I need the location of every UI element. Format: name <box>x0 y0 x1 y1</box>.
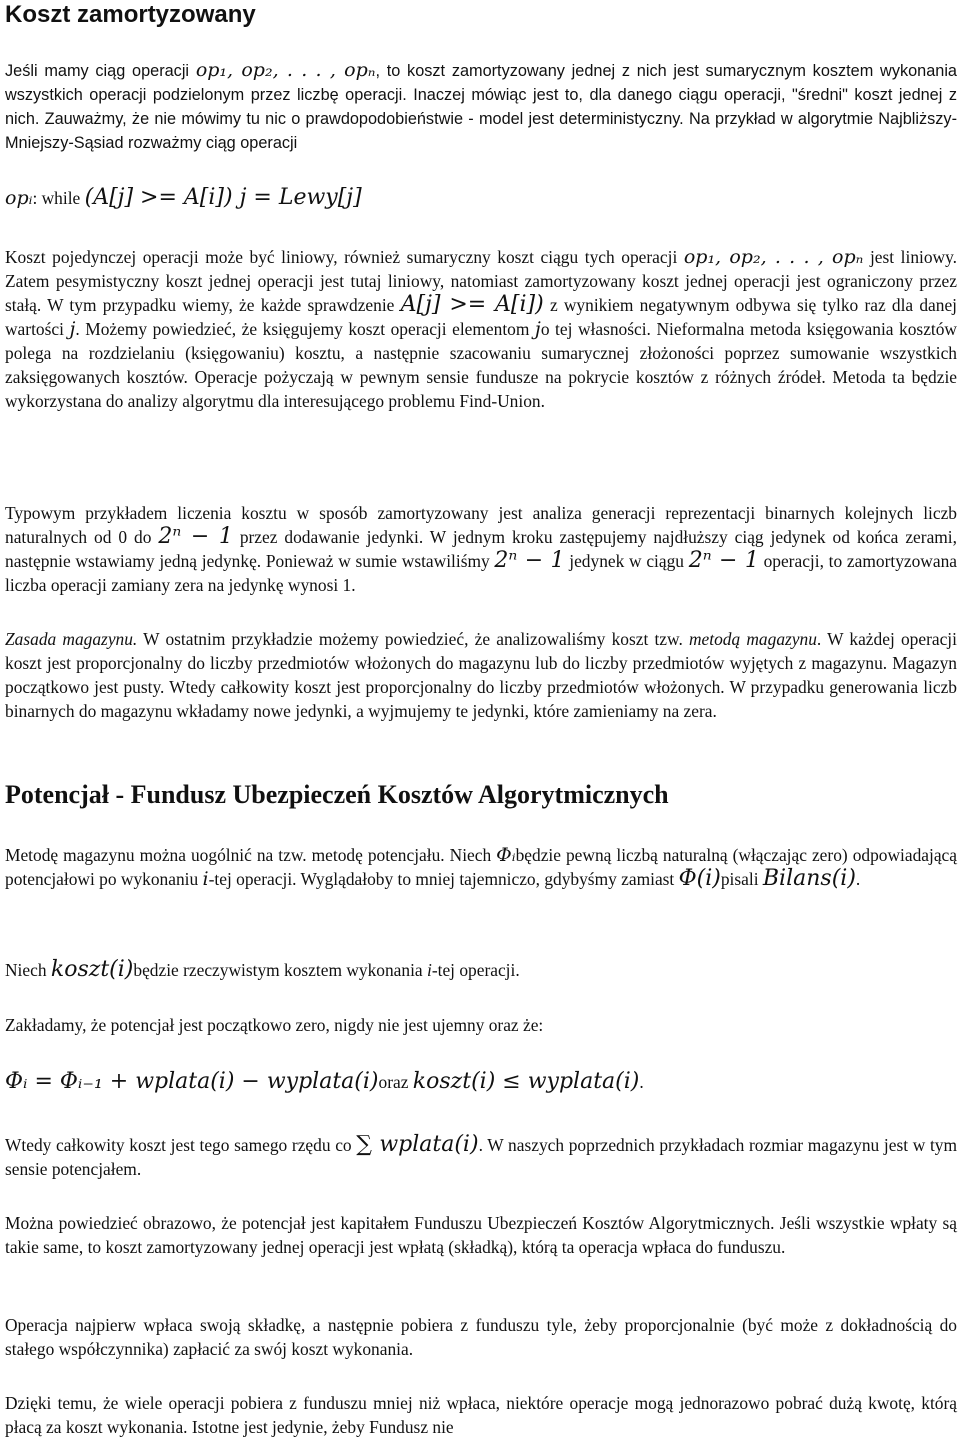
text: -tej operacji. Wyglądałoby to mniej tajemniczo, gdybyśmy zamiast <box>208 869 679 889</box>
text: . Możemy powiedzieć, że księgujemy koszt operacji elementom <box>75 319 535 339</box>
text: . W naszych poprzednich przykładach rozmiar magazynu jest w tym sensie potencjałem. <box>5 1135 958 1179</box>
paragraph-withdrawal: Dzięki temu, że wiele operacji pobiera z funduszu mniej niż wpłaca, niektóre operacje mogą jednorazowo pobrać dużą kwotę, którą płacą za koszt wykonania. Istotne jest jedynie, żeby Fundusz nie <box>5 1393 957 1437</box>
paragraph-storage-rule <box>5 627 957 723</box>
formula-operations: op₁, op₂, . . . , opₙ <box>195 59 376 81</box>
formula-operations: op₁, op₂, . . . , opₙ <box>683 246 864 268</box>
formula-phi-of-i: Φ(i) <box>678 866 721 891</box>
text: . W każdej operacji koszt jest proporcjonalny do liczby przedmiotów włożonych do magazynu lub do liczby przedmiotów wyjętych z magazynu. Magazyn początkowo jest pusty. Wtedy całkowity koszt jest proporcjonalny do liczby przedmiotów włożonych. W przypadku generowania liczb binarnych do magazynu wkładamy nowe jedynki, a wyjmujemy te jedynki, które zamieniamy na zera. <box>5 629 957 721</box>
text: będzie pewną liczbą naturalną (włączając zero) odpowiadającą potencjałowi po wykonaniu <box>5 845 957 889</box>
text: operacji, to zamortyzowana liczba operacji zamiany zera na jedynkę wynosi 1. <box>5 551 957 595</box>
text-italic: metodą magazynu <box>688 629 817 649</box>
text: o tej własności. Nieformalna metoda księgowania kosztów polega na rozdzielaniu (księgowaniu) kosztu, a następnie szacowaniu sumarycznej złożoności poprzez sumowanie wszystkich zaksięgowanych kosztów. Operacje pożyczają w pewnym sensie fundusze na pokrycie kosztów z różnych źródeł. Metoda ta będzie wykorzystana do analizy algorytmu dla interesującego problemu Find-Union. <box>5 319 957 411</box>
text: Koszt pojedynczej operacji może być liniowy, również sumaryczny koszt ciągu tych operacji <box>5 247 684 267</box>
text: Jeśli mamy ciąg operacji <box>5 62 196 80</box>
text: jedynek w ciągu <box>564 551 689 571</box>
text: z wynikiem negatywnym odbywa się tylko raz dla danej wartości <box>5 295 958 339</box>
text: jest liniowy. Zatem pesymistyczny koszt jednej operacji jest tutaj liniowy, natomiast zamortyzowany koszt jednej operacji jest ograniczony przez stałą. W tym przypadku wiemy, że każde sprawdzenie <box>5 247 958 315</box>
text: będzie rzeczywistym kosztem wykonania <box>133 960 427 980</box>
paragraph-amortized-definition <box>5 58 957 155</box>
formula-comparison: A[j] >= A[i]) <box>400 292 544 317</box>
text: pisali <box>720 869 763 889</box>
text: Metodę magazynu można uogólnić na tzw. metodę potencjału. Niech <box>5 845 497 865</box>
text: -tej operacji. <box>431 960 520 980</box>
paragraph-binary-counter <box>5 501 957 597</box>
formula-2n-minus-1: 2ⁿ − 1 <box>158 524 233 549</box>
formula-op-i: opᵢ <box>5 187 33 209</box>
paragraph-cost-definition <box>5 958 957 982</box>
formula-2n-minus-1: 2ⁿ − 1 <box>494 548 565 573</box>
formula-2n-minus-1: 2ⁿ − 1 <box>688 548 759 573</box>
formula-cost-inequality: koszt(i) ≤ wyplata(i) <box>412 1069 640 1094</box>
formula-sum-wplata: ∑ wplata(i) <box>356 1132 479 1157</box>
text: Typowym przykładem liczenia kosztu w sposób zamortyzowany jest analiza generacji reprezentacji binarnych kolejnych liczb naturalnych od 0 do <box>5 503 957 547</box>
text: . <box>639 1072 644 1092</box>
paragraph-while-loop <box>5 186 957 210</box>
paragraph-total-cost <box>5 1133 957 1181</box>
paragraph-potential-equation <box>5 1070 957 1094</box>
paragraph-assumptions: Zakładamy, że potencjał jest początkowo zero, nigdy nie jest ujemny oraz że: <box>5 1015 544 1035</box>
text: : while <box>32 188 85 208</box>
formula-koszt: koszt(i) <box>50 957 134 982</box>
formula-while-condition: (A[j] >= A[i]) j = Lewy[j] <box>84 185 362 210</box>
text: Wtedy całkowity koszt jest tego samego rzędu co <box>5 1135 357 1155</box>
text: Niech <box>5 960 51 980</box>
text: przez dodawanie jedynki. W jednym kroku zastępujemy najdłuższy ciąg jedynek od końca zerami, następnie wstawiamy jedną jedynkę. Ponieważ w sumie wstawiliśmy <box>5 527 957 571</box>
section-title-amortized-cost: Koszt zamortyzowany <box>5 1 256 28</box>
formula-potential-update: Φᵢ = Φᵢ₋₁ + wplata(i) − wyplata(i) <box>5 1069 379 1094</box>
text: oraz <box>378 1072 413 1092</box>
section-title-potential: Potencjał - Fundusz Ubezpieczeń Kosztów Algorytmicznych <box>5 780 669 809</box>
text: , to koszt zamortyzowany jednej z nich jest sumarycznym kosztem wykonania wszystkich operacji podzielonym przez liczbę operacji. Inaczej mówiąc jest to, dla danego ciągu operacji, "średni" koszt jednej z nich. Zauważmy, że nie mówimy tu nic o prawdopodobieństwie - model jest deterministyczny. Na przykład w algorytmie Najbliższy-Mniejszy-Sąsiad rozważmy ciąg operacji <box>5 62 957 152</box>
paragraph-cost-analysis <box>5 245 957 413</box>
text: . <box>855 869 861 889</box>
text-italic: Zasada magazynu. <box>5 629 138 649</box>
formula-j: j <box>534 318 541 340</box>
paragraph-contribution: Operacja najpierw wpłaca swoją składkę, a następnie pobiera z funduszu tyle, żeby proporcjonalnie (być może z dokładnością do stałego współczynnika) zapłacić za swój koszt wykonania. <box>5 1315 957 1359</box>
paragraph-potential-method <box>5 843 957 891</box>
formula-phi-i: Φᵢ <box>496 844 516 866</box>
text: W ostatnim przykładzie możemy powiedzieć, że analizowaliśmy koszt tzw. <box>137 629 689 649</box>
formula-j: j <box>69 318 76 340</box>
paragraph-insurance-fund: Można powiedzieć obrazowo, że potencjał jest kapitałem Funduszu Ubezpieczeń Kosztów Algorytmicznych. Jeśli wszystkie wpłaty są takie same, to koszt zamortyzowany jednej operacji jest wpłatą (składką), którą ta operacja wpłaca do funduszu. <box>5 1213 957 1257</box>
formula-i: i <box>202 868 209 890</box>
formula-bilans: Bilans(i) <box>762 866 856 891</box>
text-italic: i <box>426 960 432 980</box>
